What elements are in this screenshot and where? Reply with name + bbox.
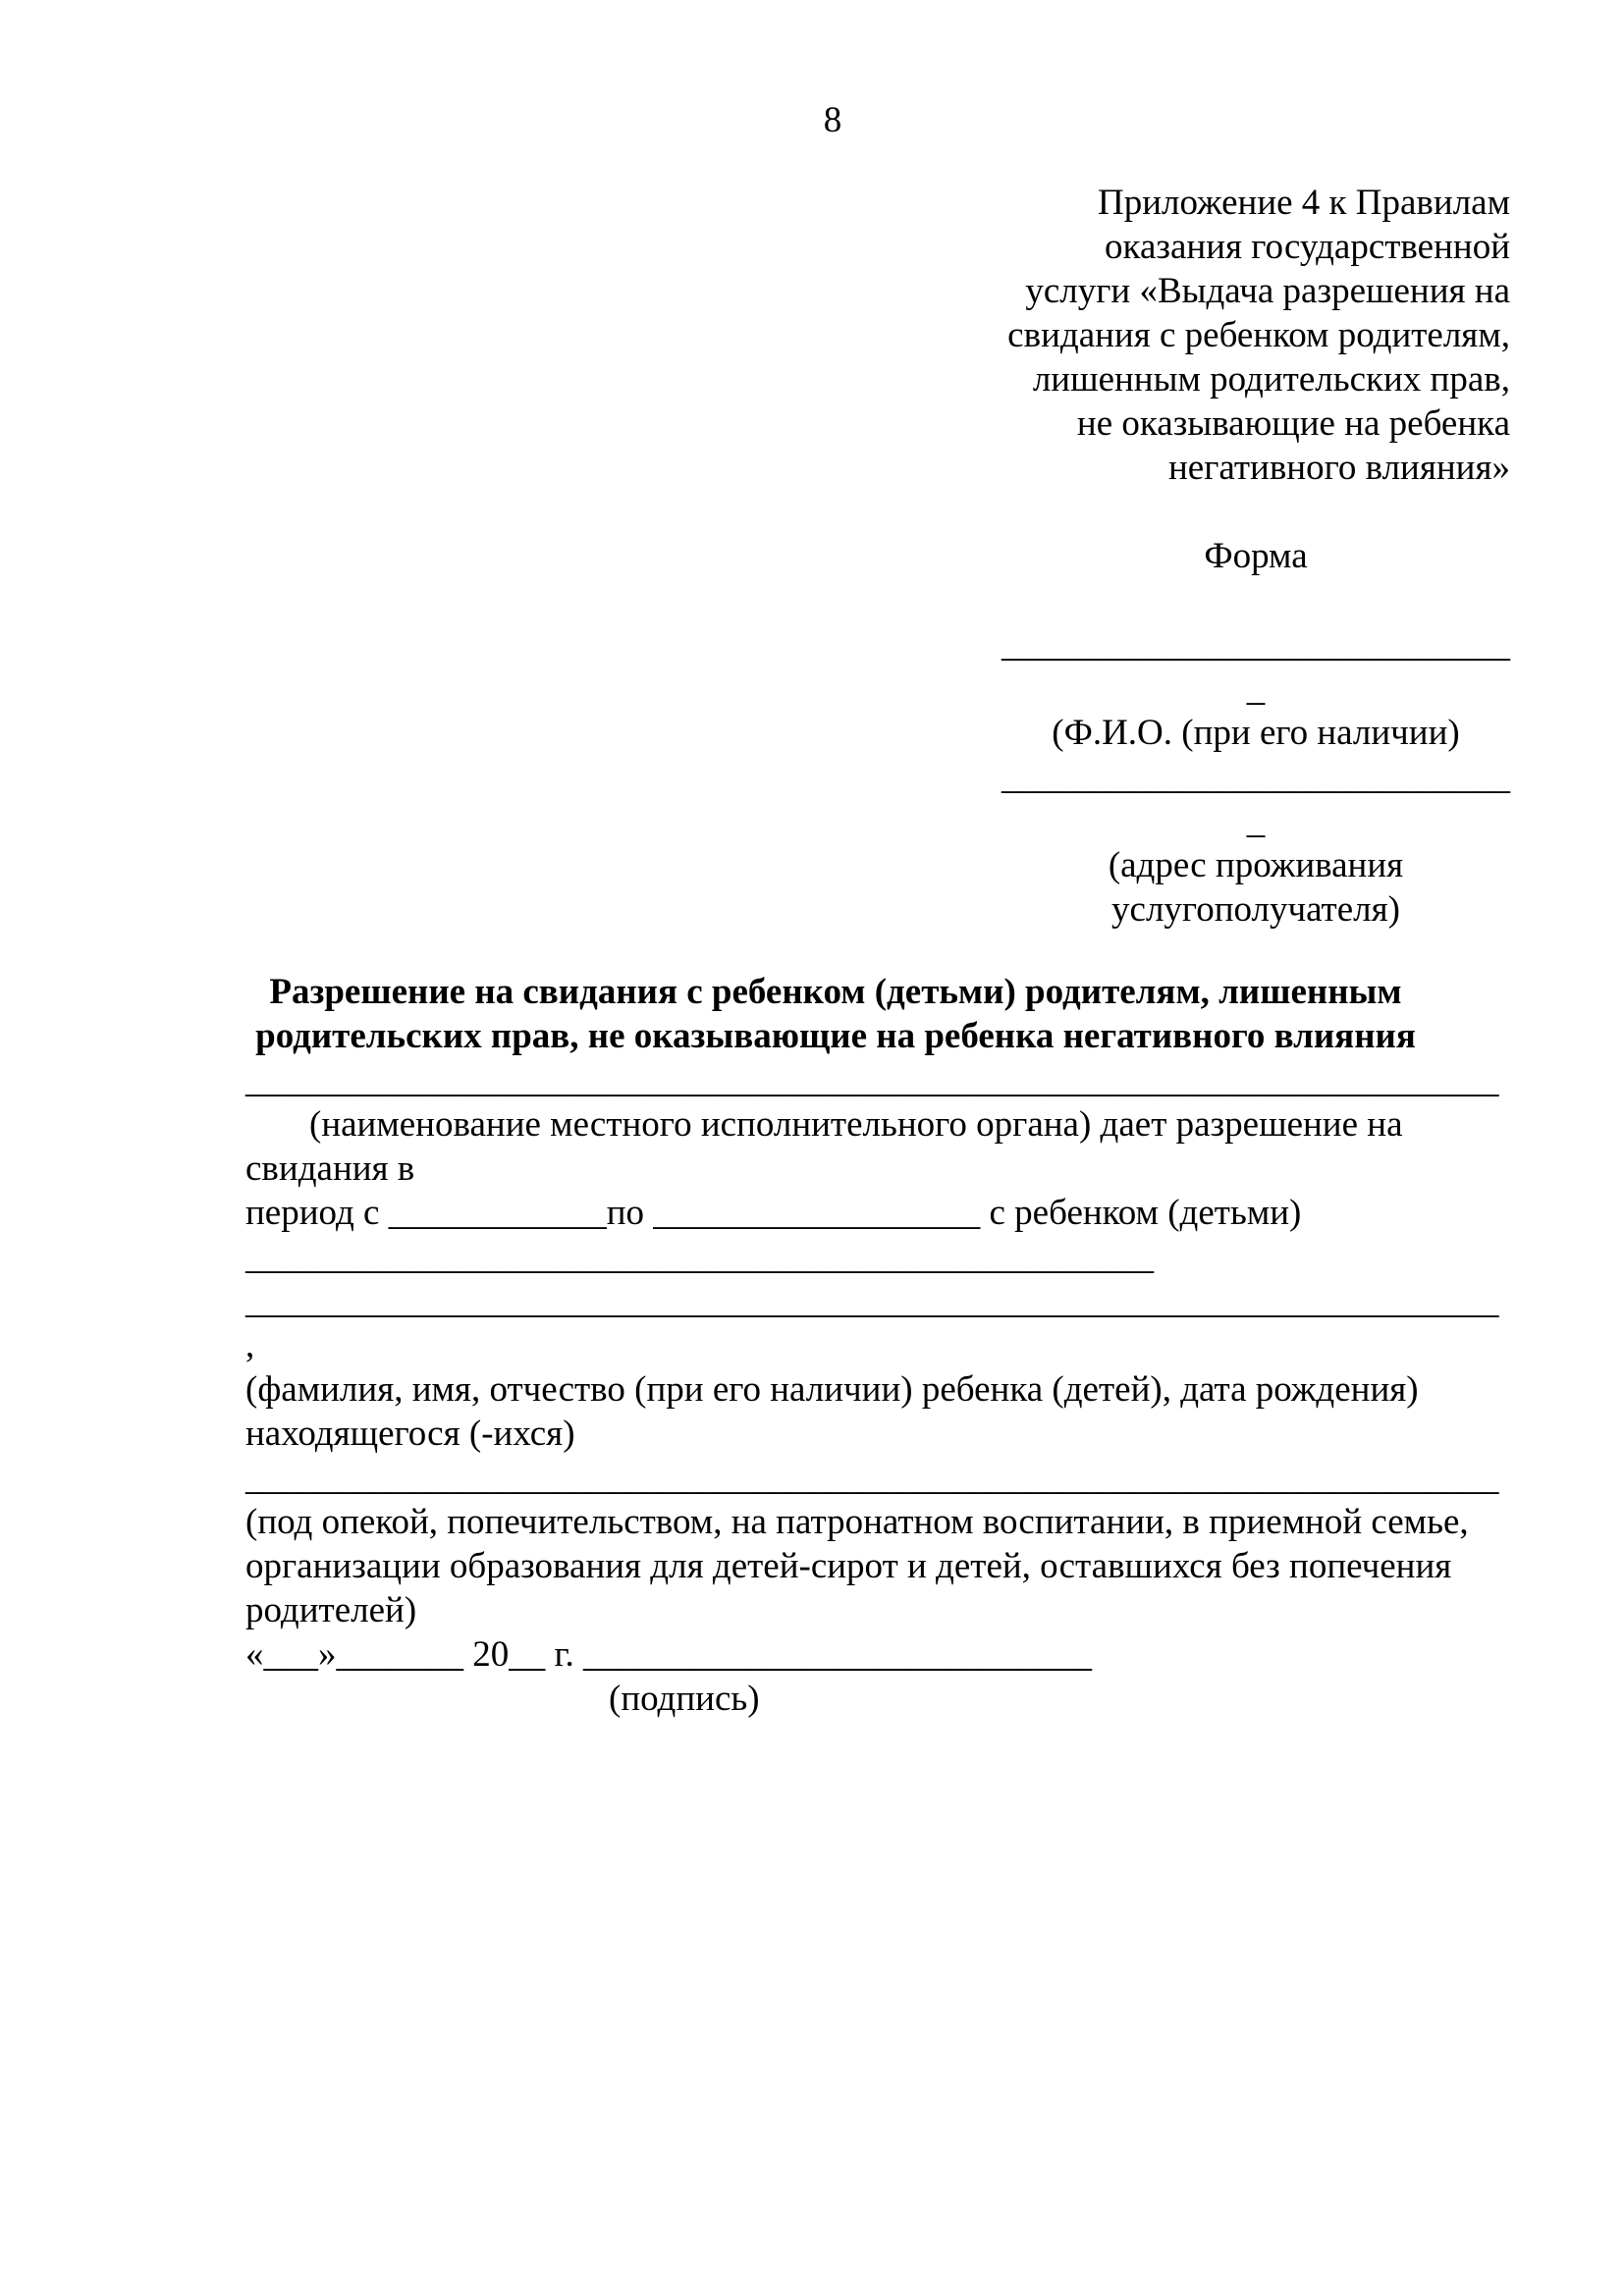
appendix-note-line-6: не оказывающие на ребенка bbox=[1076, 403, 1510, 444]
appendix-note-line-3: услуги «Выдача разрешения на bbox=[1025, 271, 1510, 311]
document-title bbox=[245, 970, 1506, 1058]
address-overflow-dash: _ bbox=[1246, 801, 1266, 841]
address-caption-line-1: (адрес проживания bbox=[1108, 845, 1404, 885]
spacer bbox=[1001, 490, 1510, 534]
appendix-note-line-2: оказания государственной bbox=[1105, 227, 1510, 267]
children-blank-line-full: _____________________________________________________________________ bbox=[245, 1281, 1499, 1321]
custody-blank-line: _____________________________________________________________________ bbox=[245, 1458, 1499, 1498]
document-title-line-2: родительских прав, не оказывающие на ребенка негативного влияния bbox=[255, 1016, 1416, 1056]
form-label: Форма bbox=[1204, 536, 1308, 576]
custody-caption-line-1: (под опекой, попечительством, на патронатном воспитании, в приемной семье, bbox=[245, 1502, 1469, 1542]
page-number: 8 bbox=[823, 100, 842, 140]
org-caption: (наименование местного исполнительного органа) дает разрешение на bbox=[309, 1104, 1403, 1145]
org-blank-line: _____________________________________________________________________ bbox=[245, 1060, 1499, 1100]
signature-caption: (подпись) bbox=[609, 1679, 760, 1719]
children-blank-line-partial: __________________________________________________ bbox=[245, 1237, 1154, 1277]
appendix-header-block bbox=[1001, 181, 1510, 932]
document-title-line-1: Разрешение на свидания с ребенком (детьми) родителям, лишенным bbox=[269, 972, 1402, 1012]
fio-overflow-dash: _ bbox=[1246, 668, 1266, 709]
address-blank-line: ____________________________ bbox=[1001, 757, 1510, 797]
children-caption: (фамилия, имя, отчество (при его наличии) ребенка (детей), дата рождения) bbox=[245, 1369, 1419, 1410]
appendix-note-line-7: негативного влияния» bbox=[1168, 448, 1510, 488]
custody-caption-line-2: организации образования для детей-сирот и детей, оставшихся без попечения bbox=[245, 1546, 1452, 1586]
body-line-nakhod: находящегося (-ихся) bbox=[245, 1414, 575, 1454]
appendix-note-line-1: Приложение 4 к Правилам bbox=[1097, 183, 1510, 223]
custody-caption-line-3: родителей) bbox=[245, 1590, 417, 1630]
address-caption-line-2: услугополучателя) bbox=[1111, 889, 1400, 930]
body-line-svidaniya: свидания в bbox=[245, 1148, 415, 1189]
comma-line: , bbox=[245, 1325, 255, 1365]
fio-blank-line: ____________________________ bbox=[1001, 624, 1510, 665]
form-body bbox=[245, 970, 1506, 1721]
date-signature-line: «___»_______ 20__ г. ____________________________ bbox=[245, 1634, 1093, 1675]
fio-caption: (Ф.И.О. (при его наличии) bbox=[1052, 713, 1460, 753]
body-line-period: период с ____________по __________________ с ребенком (детьми) bbox=[245, 1193, 1302, 1233]
spacer bbox=[1001, 578, 1510, 622]
appendix-note-line-4: свидания с ребенком родителям, bbox=[1007, 315, 1510, 355]
appendix-note-line-5: лишенным родительских прав, bbox=[1032, 359, 1510, 400]
